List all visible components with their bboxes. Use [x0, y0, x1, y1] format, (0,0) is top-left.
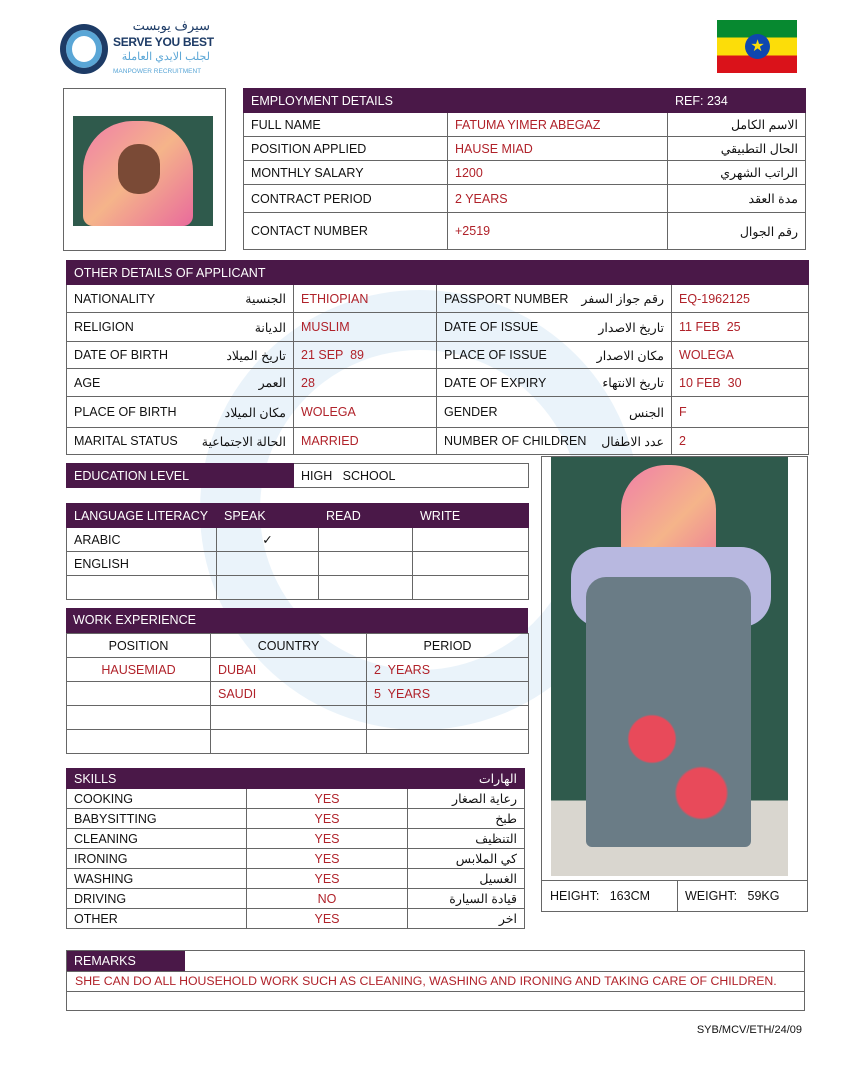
detail-row: [67, 369, 809, 397]
skill-arabic: التنظيف: [408, 829, 525, 849]
label-cell: [437, 342, 672, 369]
arabic-label: تاريخ الميلاد: [226, 348, 286, 363]
star-emblem-icon: ★: [745, 34, 770, 59]
salary-value: 1200: [448, 161, 668, 185]
label: DATE OF EXPIRY: [444, 375, 547, 390]
arabic-label: رقم الجوال: [668, 213, 806, 250]
work-experience-table: [66, 633, 529, 754]
employment-title: EMPLOYMENT DETAILS: [244, 89, 668, 113]
contact-value: +2519: [448, 213, 668, 250]
arabic-label: مدة العقد: [668, 185, 806, 213]
logo-arabic-sub: لجلب الايدي العاملة: [121, 51, 210, 63]
skill-row: [67, 889, 525, 909]
skill-value: YES: [247, 829, 408, 849]
speak-check: [217, 576, 319, 600]
skill-arabic: الغسيل: [408, 869, 525, 889]
language-name: ENGLISH: [67, 552, 217, 576]
label: CONTRACT PERIOD: [244, 185, 448, 213]
arabic-label: الحال التطبيقي: [668, 137, 806, 161]
remarks-box: [66, 950, 805, 1011]
skills-title: SKILLS: [67, 769, 408, 789]
header: READ: [319, 504, 413, 528]
work-row: [67, 682, 529, 706]
arabic-label: الديانة: [254, 320, 286, 335]
label-cell: [437, 285, 672, 313]
label: MONTHLY SALARY: [244, 161, 448, 185]
header: LANGUAGE LITERACY: [67, 504, 217, 528]
label-cell: [67, 285, 294, 313]
detail-row: [67, 397, 809, 428]
country: [211, 730, 367, 754]
logo-mark-icon: [60, 24, 108, 74]
passport-photo-frame: [63, 88, 226, 251]
skill-arabic: قيادة السيارة: [408, 889, 525, 909]
header: PERIOD: [367, 634, 529, 658]
skill-arabic: طبخ: [408, 809, 525, 829]
arabic-label: الجنس: [628, 405, 665, 420]
skill-value: YES: [247, 789, 408, 809]
position: [67, 706, 211, 730]
weight-value: WEIGHT: 59KG: [685, 889, 780, 903]
country: SAUDI: [211, 682, 367, 706]
skill-row: [67, 909, 525, 929]
detail-row: [67, 342, 809, 369]
remarks-text: SHE CAN DO ALL HOUSEHOLD WORK SUCH AS CLEANING, WASHING AND IRONING AND TAKING CARE OF CHILDREN.: [75, 974, 777, 988]
skills-title-arabic: الهارات: [408, 769, 525, 789]
other-details-title: OTHER DETAILS OF APPLICANT: [67, 261, 437, 285]
arabic-label: العمر: [258, 376, 286, 390]
label: POSITION APPLIED: [244, 137, 448, 161]
arabic-label: الجنسية: [245, 292, 286, 306]
read-check: [319, 552, 413, 576]
header: SPEAK: [217, 504, 319, 528]
skill-name: COOKING: [67, 789, 247, 809]
arabic-label: مكان الاصدار: [596, 348, 665, 363]
skill-name: DRIVING: [67, 889, 247, 909]
arabic-label: مكان الميلاد: [224, 405, 286, 420]
write-check: [413, 552, 529, 576]
detail-row: [67, 313, 809, 342]
height-value: HEIGHT: 163CM: [550, 889, 651, 903]
education-table: [66, 463, 529, 488]
skill-name: WASHING: [67, 869, 247, 889]
read-check: [319, 576, 413, 600]
header: COUNTRY: [211, 634, 367, 658]
period: 2 YEARS: [367, 658, 529, 682]
write-check: [413, 576, 529, 600]
period: 5 YEARS: [367, 682, 529, 706]
label: PLACE OF ISSUE: [444, 348, 547, 362]
skill-value: YES: [247, 869, 408, 889]
language-row: [67, 552, 529, 576]
ref-number: REF: 234: [668, 89, 806, 113]
ethiopia-flag: [717, 20, 797, 73]
label-cell: [67, 428, 294, 455]
full-name-value: FATUMA YIMER ABEGAZ: [448, 113, 668, 137]
value: 2: [672, 428, 809, 455]
skill-value: YES: [247, 809, 408, 829]
country: [211, 706, 367, 730]
speak-check: [217, 552, 319, 576]
label: FULL NAME: [244, 113, 448, 137]
label-cell: [437, 313, 672, 342]
contract-value: 2 YEARS: [448, 185, 668, 213]
arabic-label: الاسم الكامل: [668, 113, 806, 137]
employment-details-table: [243, 88, 806, 250]
skill-row: [67, 849, 525, 869]
value: 28: [294, 369, 437, 397]
label: DATE OF ISSUE: [444, 320, 539, 334]
skill-row: [67, 869, 525, 889]
period: [367, 730, 529, 754]
remarks-title: REMARKS: [67, 951, 185, 971]
skill-value: YES: [247, 849, 408, 869]
label: GENDER: [444, 405, 498, 419]
arabic-label: عدد الاطفال: [601, 434, 665, 449]
skill-row: [67, 829, 525, 849]
language-table: [66, 503, 529, 600]
skill-name: OTHER: [67, 909, 247, 929]
language-row: [67, 576, 529, 600]
label-cell: [67, 342, 294, 369]
position-value: HAUSE MIAD: [448, 137, 668, 161]
label-cell: [437, 397, 672, 428]
skill-value: NO: [247, 889, 408, 909]
read-check: [319, 528, 413, 552]
position: [67, 682, 211, 706]
position: [67, 730, 211, 754]
arabic-label: الراتب الشهري: [668, 161, 806, 185]
value: WOLEGA: [672, 342, 809, 369]
label: DATE OF BIRTH: [74, 348, 168, 362]
detail-row: [67, 428, 809, 455]
arabic-label: تاريخ الانتهاء: [602, 376, 665, 390]
skill-name: IRONING: [67, 849, 247, 869]
label: PASSPORT NUMBER: [444, 291, 569, 306]
label: RELIGION: [74, 320, 134, 334]
arabic-label: الحالة الاجتماعية: [201, 434, 286, 449]
skill-row: [67, 789, 525, 809]
label-cell: [437, 369, 672, 397]
education-label: EDUCATION LEVEL: [67, 464, 294, 488]
full-body-photo-frame: [541, 456, 808, 912]
label: NUMBER OF CHILDREN: [444, 434, 587, 448]
value: MUSLIM: [294, 313, 437, 342]
label: CONTACT NUMBER: [244, 213, 448, 250]
work-row: [67, 658, 529, 682]
skill-arabic: رعاية الصغار: [408, 789, 525, 809]
company-logo: [58, 18, 218, 82]
logo-name: SERVE YOU BEST: [113, 35, 214, 49]
label: MARITAL STATUS: [74, 434, 178, 448]
header: POSITION: [67, 634, 211, 658]
label-cell: [67, 397, 294, 428]
label-cell: [67, 313, 294, 342]
period: [367, 706, 529, 730]
label: NATIONALITY: [74, 291, 156, 306]
skill-row: [67, 809, 525, 829]
header: WRITE: [413, 504, 529, 528]
skill-arabic: كي الملابس: [408, 849, 525, 869]
label-cell: [437, 428, 672, 455]
logo-arabic: سيرف يوبست: [132, 18, 210, 33]
passport-photo: [73, 116, 213, 226]
arabic-label: تاريخ الاصدار: [598, 320, 665, 335]
country: DUBAI: [211, 658, 367, 682]
value: 11 FEB 25: [672, 313, 809, 342]
value: WOLEGA: [294, 397, 437, 428]
skill-value: YES: [247, 909, 408, 929]
value: 21 SEP 89: [294, 342, 437, 369]
full-body-photo: [551, 457, 788, 876]
logo-sub: MANPOWER RECRUITMENT: [113, 68, 202, 75]
position: HAUSEMIAD: [67, 658, 211, 682]
skill-arabic: اخر: [408, 909, 525, 929]
skills-table: [66, 768, 525, 929]
value: 10 FEB 30: [672, 369, 809, 397]
speak-check: ✓: [217, 528, 319, 552]
skill-name: BABYSITTING: [67, 809, 247, 829]
detail-row: [67, 285, 809, 313]
label: PLACE OF BIRTH: [74, 405, 177, 419]
other-details-table: [66, 260, 809, 455]
value: EQ-1962125: [672, 285, 809, 313]
education-value: HIGH SCHOOL: [294, 464, 529, 488]
document-code: SYB/MCV/ETH/24/09: [696, 1024, 802, 1036]
work-experience-title: WORK EXPERIENCE: [66, 608, 528, 633]
value: MARRIED: [294, 428, 437, 455]
work-row: [67, 730, 529, 754]
value: F: [672, 397, 809, 428]
arabic-label: رقم جواز السفر: [581, 292, 665, 306]
language-name: ARABIC: [67, 528, 217, 552]
language-row: [67, 528, 529, 552]
language-name: [67, 576, 217, 600]
label: AGE: [74, 375, 101, 390]
write-check: [413, 528, 529, 552]
value: ETHIOPIAN: [294, 285, 437, 313]
skill-name: CLEANING: [67, 829, 247, 849]
work-row: [67, 706, 529, 730]
label-cell: [67, 369, 294, 397]
